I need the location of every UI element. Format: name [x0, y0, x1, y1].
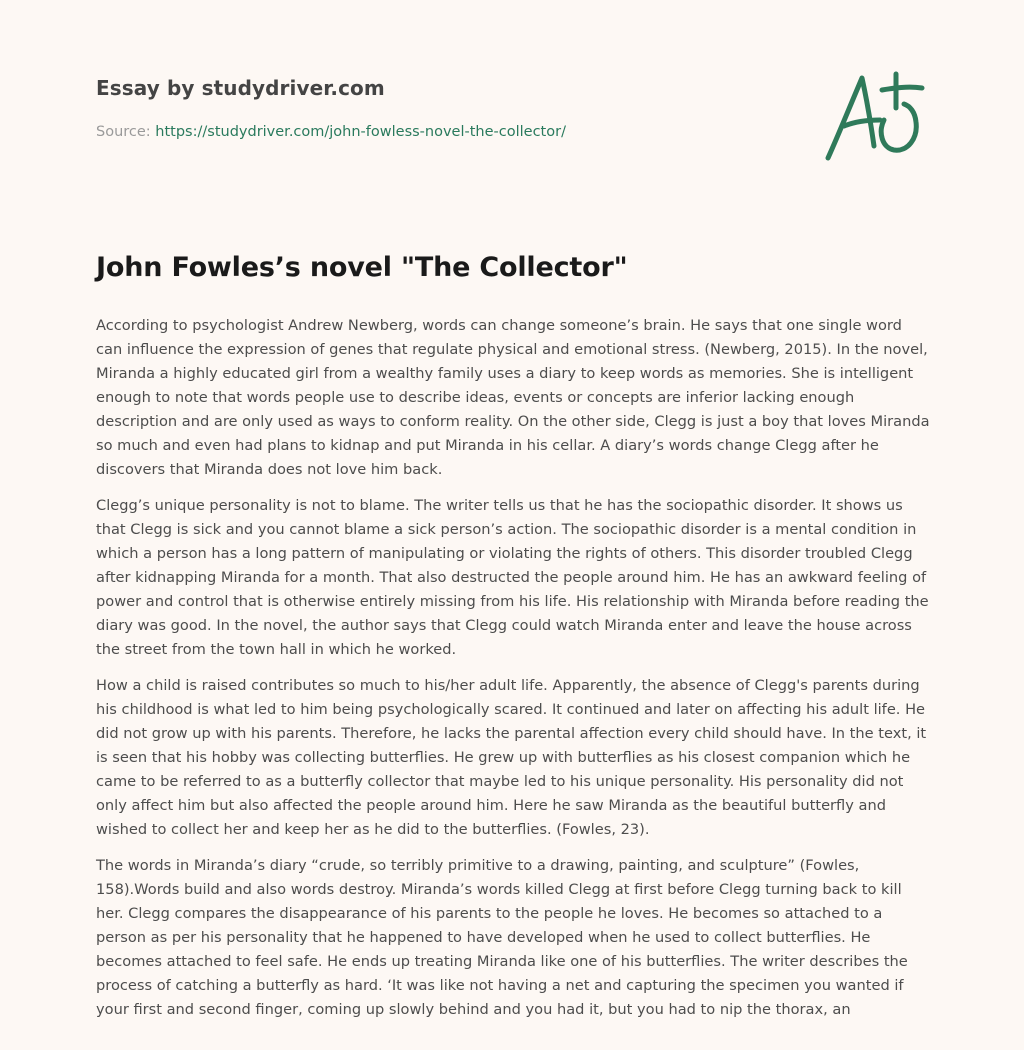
essay-paragraph: How a child is raised contributes so much to his/her adult life. Apparently, the absence of Clegg's parents during his childhood is what led to him being psychologically scared. It continued and later on affecting his adult life. He did not grow up with his parents. Therefore, he lacks the parental affection every child should have. In the text, it is seen that his hobby was collecting butterflies. He grew up with butterflies as his closest companion which he came to be referred to as a butterfly collector that maybe led to his unique personality. His personality did not only affect him but also affected the people around him. Here he saw Miranda as the beautiful butterfly and wished to collect her and keep her as he did to the butterflies. (Fowles, 23).: [96, 677, 927, 838]
source-label: Source:: [96, 124, 151, 140]
source-link[interactable]: https://studydriver.com/john-fowless-novel-the-collector/: [155, 124, 566, 140]
a-plus-grade-icon: [822, 66, 928, 164]
essay-paragraph: The words in Miranda’s diary “crude, so terribly primitive to a drawing, painting, and sculpture” (Fowles, 158).Words build and also words destroy. Miranda’s words killed Clegg at first before Clegg turning back to kill her. Clegg compares the disappearance of his parents to the people he loves. He becomes so attached to a person as per his personality that he happened to have developed when he used to collect butterflies. He becomes attached to feel safe. He ends up treating Miranda like one of his butterflies. The writer describes the process of catching a butterfly as hard. ‘It was like not having a net and capturing the specimen you wanted if your first and second finger, coming up slowly behind and you had it, but you had to nip the thorax, an: [96, 857, 908, 1018]
source-line: [96, 124, 566, 140]
essay-paragraph: According to psychologist Andrew Newberg, words can change someone’s brain. He says that one single word can influence the expression of genes that regulate physical and emotional stress. (Newberg, 2015). In the novel, Miranda a highly educated girl from a wealthy family uses a diary to keep words as memories. She is intelligent enough to note that words people use to describe ideas, events or concepts are inferior lacking enough description and are only used as ways to conform reality. On the other side, Clegg is just a boy that loves Miranda so much and even had plans to kidnap and put Miranda in his cellar. A diary’s words change Clegg after he discovers that Miranda does not love him back.: [96, 317, 930, 478]
site-title: Essay by studydriver.com: [96, 76, 385, 100]
essay-body: [96, 314, 932, 1034]
essay-title: John Fowles’s novel "The Collector": [96, 252, 628, 283]
essay-paragraph: Clegg’s unique personality is not to blame. The writer tells us that he has the sociopathic disorder. It shows us that Clegg is sick and you cannot blame a sick person’s action. The sociopathic disorder is a mental condition in which a person has a long pattern of manipulating or violating the rights of others. This disorder troubled Clegg after kidnapping Miranda for a month. That also destructed the people around him. He has an awkward feeling of power and control that is otherwise entirely missing from his life. His relationship with Miranda before reading the diary was good. In the novel, the author says that Clegg could watch Miranda enter and leave the house across the street from the town hall in which he worked.: [96, 497, 929, 658]
